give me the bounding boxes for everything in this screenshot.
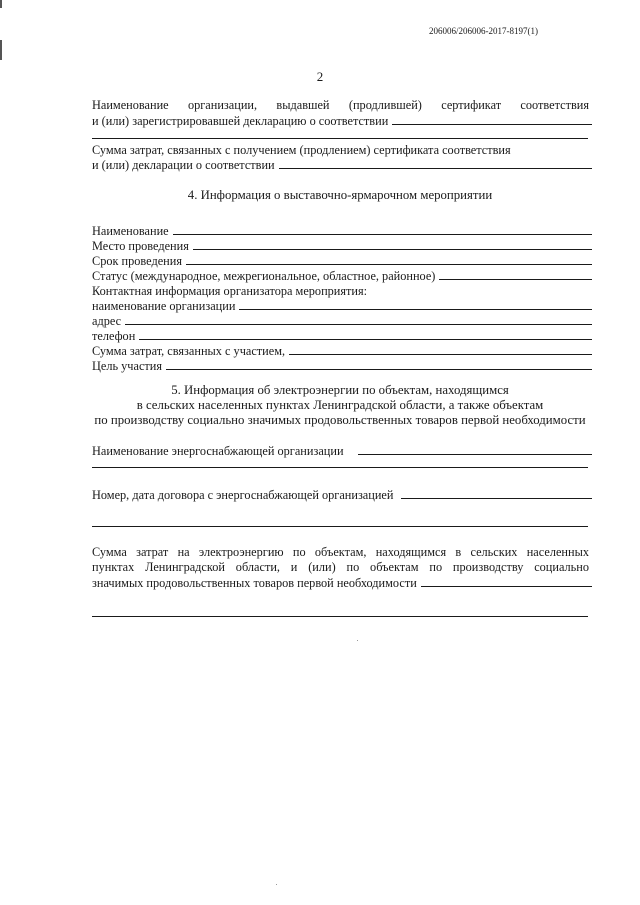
address-label: адрес [92,314,122,328]
blank-line [358,444,592,455]
blank-line [239,299,592,310]
certificate-cost-line1: Сумма затрат, связанных с получением (продлением) сертификата соответствия [92,143,511,157]
blank-line [92,467,588,468]
energy-supplier-label: Наименование энергоснабжающей организации [92,444,344,458]
section5-title-line3: по производству социально значимых продовольственных товаров первой необходимости [94,413,586,427]
phone-field[interactable] [92,329,592,344]
participation-costs-label: Сумма затрат, связанных с участием, [92,344,286,358]
blank-line [421,576,592,587]
energy-sum-line3: значимых продовольственных товаров первой необходимости [92,576,417,590]
section5-title-line1: 5. Информация об электроэнергии по объектам, находящимся [171,383,509,397]
energy-contract-label: Номер, дата договора с энергоснабжающей организацией [92,488,394,502]
event-dates-label: Срок проведения [92,254,182,268]
blank-line [289,344,592,355]
energy-sum-line2: пунктах Ленинградской области, и (или) по объектам по производству социально [92,560,589,574]
event-name-field[interactable] [92,224,592,239]
document-id: 206006/206006-2017-8197(1) [429,26,538,36]
binder-mark [0,0,2,8]
event-name-label: Наименование [92,224,169,238]
binder-mark [0,40,2,60]
event-status-field[interactable] [92,269,592,284]
blank-line [439,269,592,280]
contacts-heading: Контактная информация организатора мероприятия: [92,284,368,298]
org-name-label: наименование организации [92,299,236,313]
blank-line [279,158,592,169]
certificate-cost-line2: и (или) декларации о соответствии [92,158,275,172]
certificate-cost-line1-row [92,143,592,158]
scan-speck [276,884,277,885]
blank-line [166,359,592,370]
blank-line [139,329,592,340]
certificate-org-field[interactable] [92,114,592,129]
blank-line [173,224,592,235]
event-status-label: Статус (международное, межрегиональное, областное, районное) [92,269,436,283]
purpose-field[interactable] [92,359,592,374]
blank-line [186,254,592,265]
address-field[interactable] [92,314,592,329]
blank-line [392,114,592,125]
contacts-heading-row [92,284,592,299]
phone-label: телефон [92,329,136,343]
energy-sum-field[interactable] [92,576,592,591]
energy-contract-field[interactable] [92,488,592,503]
blank-line [92,616,588,617]
scan-speck [357,640,358,641]
blank-line [92,138,588,139]
energy-supplier-field[interactable] [92,444,592,459]
org-name-field[interactable] [92,299,592,314]
certificate-org-line1: Наименование организации, выдавшей (продлившей) сертификат соответствия [92,98,589,112]
blank-line [193,239,592,250]
event-venue-field[interactable] [92,239,592,254]
blank-line [401,488,592,499]
energy-sum-line1: Сумма затрат на электроэнергию по объектам, находящимся в сельских населенных [92,545,589,559]
event-dates-field[interactable] [92,254,592,269]
page-number: 2 [316,69,324,84]
participation-costs-field[interactable] [92,344,592,359]
section4-title: 4. Информация о выставочно-ярмарочном мероприятии [187,188,493,202]
purpose-label: Цель участия [92,359,163,373]
certificate-org-line2: и (или) зарегистрировавшей декларацию о соответствии [92,114,389,128]
certificate-cost-field[interactable] [92,158,592,173]
blank-line [92,526,588,527]
section5-title-line2: в сельских населенных пунктах Ленинградской области, а также объектам [136,398,544,412]
blank-line [125,314,592,325]
event-venue-label: Место проведения [92,239,189,253]
